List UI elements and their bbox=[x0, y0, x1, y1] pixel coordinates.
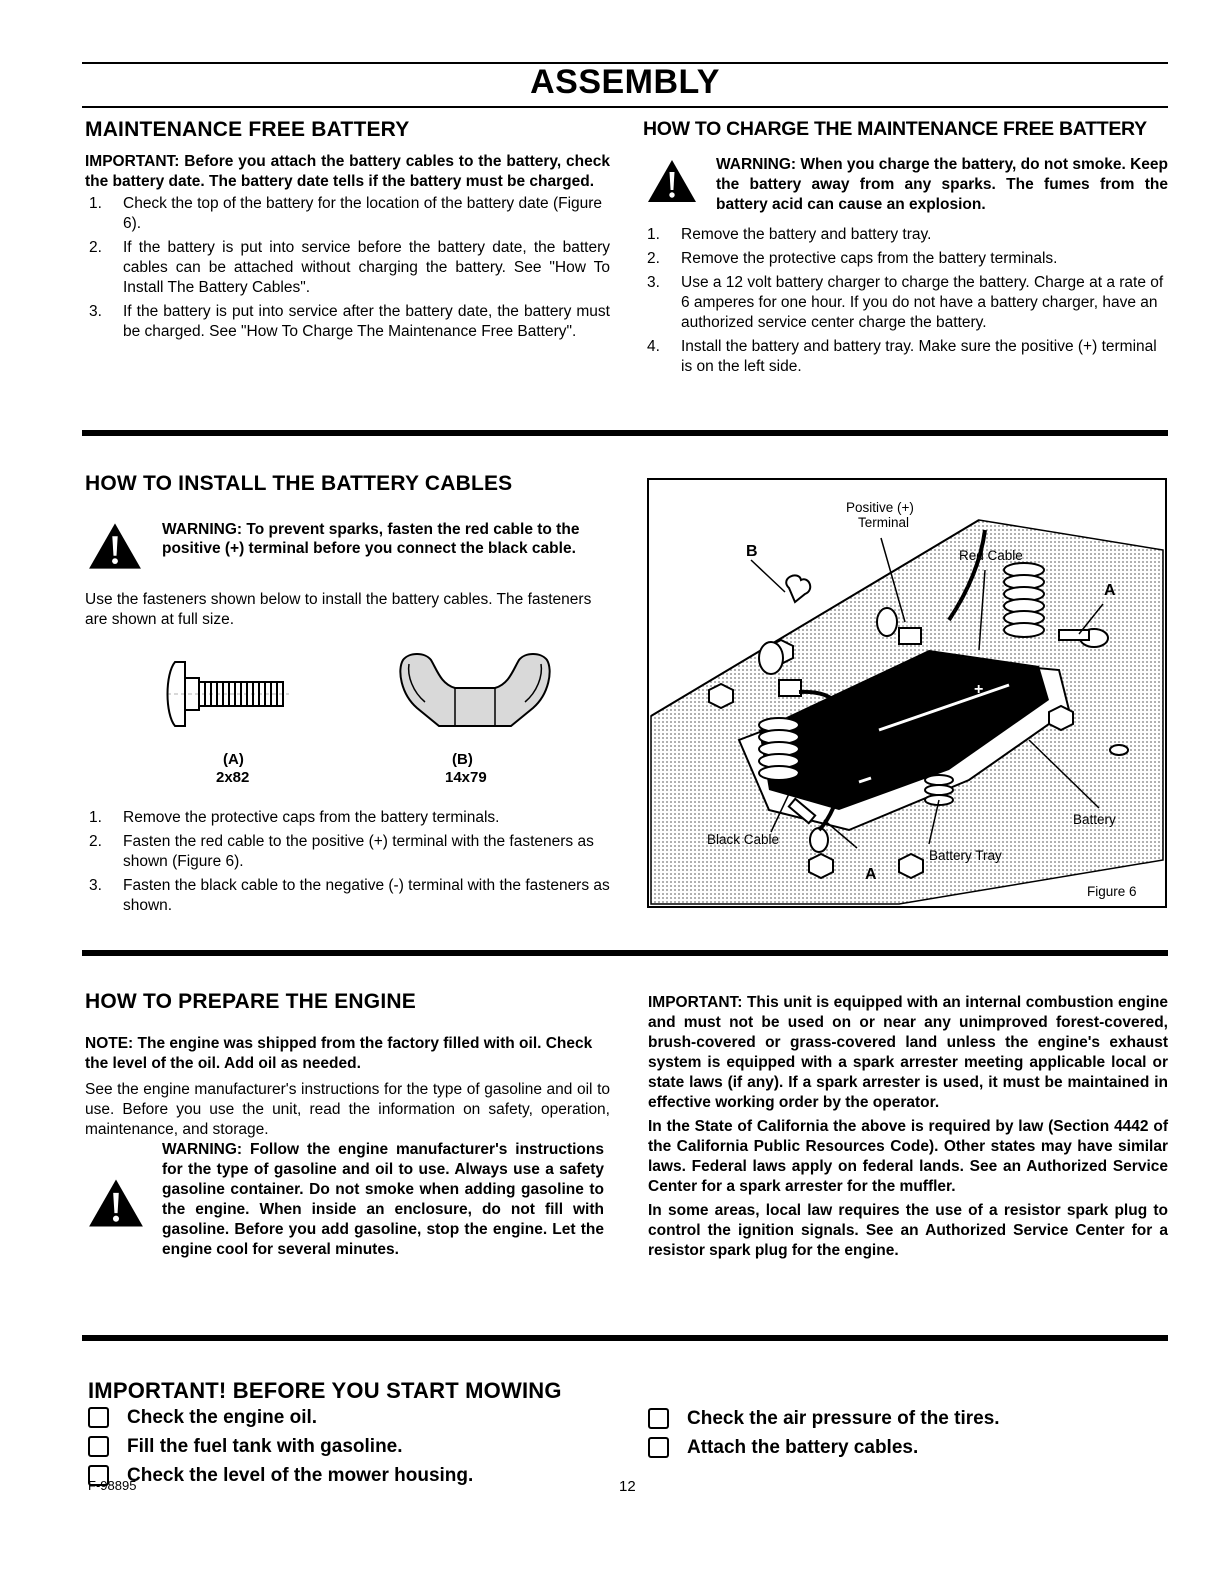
list-item: 3. If the battery is put into service after the battery date, the battery must be charged. See "How To Charge The Maintenance Free Battery". bbox=[89, 303, 610, 340]
maintenance-battery-section bbox=[85, 118, 610, 346]
resistor-plug-note: In some areas, local law requires the use of a resistor spark plug to control the ignition signals. See an Authorized Service Center for a resistor spark plug for the engine. bbox=[648, 1202, 1168, 1259]
section-divider bbox=[82, 1335, 1168, 1341]
fastener-b-label: (B) bbox=[452, 751, 473, 768]
checkbox-icon[interactable] bbox=[88, 1436, 109, 1457]
warning-triangle-icon bbox=[88, 1178, 144, 1228]
list-item: 2. Fasten the red cable to the positive (+) terminal with the fasteners as shown (Figure 6). bbox=[89, 833, 594, 870]
wing-nut-icon bbox=[395, 646, 555, 736]
checklist-item[interactable]: Check the level of the mower housing. bbox=[88, 1461, 473, 1490]
figure-label-a-bottom: A bbox=[865, 866, 877, 883]
figure-label-red-cable: Red Cable bbox=[959, 548, 1023, 563]
list-item: 4. Install the battery and battery tray. Make sure the positive (+) terminal is on the left side. bbox=[647, 338, 1157, 375]
checkbox-icon[interactable] bbox=[648, 1408, 669, 1429]
section-heading: HOW TO PREPARE THE ENGINE bbox=[85, 990, 416, 1013]
figure-label-black-cable: Black Cable bbox=[707, 832, 780, 847]
checklist-item[interactable]: Check the engine oil. bbox=[88, 1403, 473, 1432]
title-underline bbox=[82, 106, 1168, 108]
important-note: IMPORTANT: This unit is equipped with an internal combustion engine and must not be used on or near any unimproved forest-covered, brush-covered or grass-covered land unless the engine's exhaust system is equipped with a spark arrester meeting applicable local or state laws (if any). If a spark arrester is used, it must be maintained in effective working order by the operator. bbox=[648, 994, 1168, 1111]
list-item: 2. Remove the protective caps from the battery terminals. bbox=[647, 250, 1058, 267]
warning-text: WARNING: To prevent sparks, fasten the red cable to the positive (+) terminal before you connect the black cable. bbox=[162, 521, 580, 557]
list-item: 1. Remove the battery and battery tray. bbox=[647, 226, 932, 243]
warning-triangle-icon bbox=[88, 522, 142, 570]
engine-instructions: See the engine manufacturer's instructions for the type of gasoline and oil to use. Before you use the unit, read the information on safety, operation, maintenance, and storage. bbox=[85, 1081, 610, 1138]
install-cables-section bbox=[85, 472, 610, 920]
svg-text:+: + bbox=[974, 681, 984, 698]
intro-text: Use the fasteners shown below to install the battery cables. The fasteners are shown at full size. bbox=[85, 591, 592, 628]
figure-label-terminal: Terminal bbox=[858, 515, 910, 530]
section-heading: HOW TO CHARGE THE MAINTENANCE FREE BATTERY bbox=[643, 118, 1147, 140]
section-heading: HOW TO INSTALL THE BATTERY CABLES bbox=[85, 472, 513, 495]
section-divider bbox=[82, 950, 1168, 956]
figure-label-battery-tray: Battery Tray bbox=[929, 848, 1002, 863]
california-note: In the State of California the above is required by law (Section 4442 of the California Public Resources Code). Other states may have similar laws. Federal laws apply on federal lands. See an Authorized Service Center for a spark arrester for the muffler. bbox=[648, 1118, 1168, 1195]
checklist-right bbox=[648, 1404, 1000, 1462]
figure-label-battery: Battery bbox=[1073, 812, 1116, 827]
section-divider bbox=[82, 430, 1168, 436]
figure-caption: Figure 6 bbox=[1087, 884, 1137, 899]
warning-text: WARNING: Follow the engine manufacturer's instructions for the type of gasoline and oil to use. Always use a safety gasoline container. Do not smoke when adding gasoline to the engine. When inside an enclosure, do not fill with gasoline. Before you add gasoline, stop the engine. Let the engine cool for several minutes. bbox=[162, 1141, 604, 1258]
fastener-a-label: (A) bbox=[223, 751, 244, 768]
warning-text: WARNING: When you charge the battery, do not smoke. Keep the battery away from any sparks. The fumes from the battery acid can cause an explosion. bbox=[716, 156, 1168, 213]
steps-list bbox=[643, 225, 1168, 377]
list-item: 3. Fasten the black cable to the negative (-) terminal with the fasteners as shown. bbox=[89, 877, 610, 914]
section-heading: MAINTENANCE FREE BATTERY bbox=[85, 118, 410, 141]
list-item: 1. Check the top of the battery for the location of the battery date (Figure 6). bbox=[89, 195, 603, 232]
checklist-left bbox=[88, 1403, 473, 1490]
steps-list bbox=[85, 194, 610, 342]
warning-triangle-icon bbox=[647, 159, 697, 203]
important-note: IMPORTANT: Before you attach the battery cables to the battery, check the battery date. The battery date tells if the battery must be charged. bbox=[85, 153, 610, 190]
figure-6 bbox=[647, 478, 1167, 908]
checkbox-icon[interactable] bbox=[648, 1437, 669, 1458]
checklist-heading: IMPORTANT! BEFORE YOU START MOWING bbox=[88, 1378, 562, 1403]
page-number: 12 bbox=[619, 1478, 636, 1495]
list-item: 2. If the battery is put into service before the battery date, the battery cables can be attached without charging the battery. See "How To Install The Battery Cables". bbox=[89, 239, 610, 296]
checklist-item[interactable]: Check the air pressure of the tires. bbox=[648, 1404, 1000, 1433]
list-item: 1. Remove the protective caps from the battery terminals. bbox=[89, 809, 500, 826]
fastener-a-size: 2x82 bbox=[216, 769, 250, 786]
figure-label-a-top: A bbox=[1104, 582, 1116, 599]
note-text: NOTE: The engine was shipped from the factory filled with oil. Check the level of the oil. Add oil as needed. bbox=[85, 1035, 593, 1072]
checkbox-icon[interactable] bbox=[88, 1407, 109, 1428]
spark-arrester-section bbox=[648, 993, 1168, 1261]
list-item: 3. Use a 12 volt battery charger to charge the battery. Charge at a rate of 6 amperes for one hour. If you do not have a battery charger, have an authorized service center charge the battery. bbox=[647, 274, 1164, 331]
checklist-item[interactable]: Fill the fuel tank with gasoline. bbox=[88, 1432, 473, 1461]
charge-battery-section bbox=[643, 118, 1168, 381]
checklist-item[interactable]: Attach the battery cables. bbox=[648, 1433, 1000, 1462]
page-title: ASSEMBLY bbox=[530, 63, 720, 101]
carriage-bolt-icon bbox=[163, 654, 293, 734]
fastener-b-size: 14x79 bbox=[445, 769, 487, 786]
figure-label-positive-terminal: Positive (+) bbox=[846, 500, 914, 515]
figure-label-b: B bbox=[746, 543, 758, 560]
footer-code: F-98895 bbox=[88, 1478, 137, 1493]
prepare-engine-section bbox=[85, 990, 610, 1280]
steps-list bbox=[85, 808, 610, 916]
